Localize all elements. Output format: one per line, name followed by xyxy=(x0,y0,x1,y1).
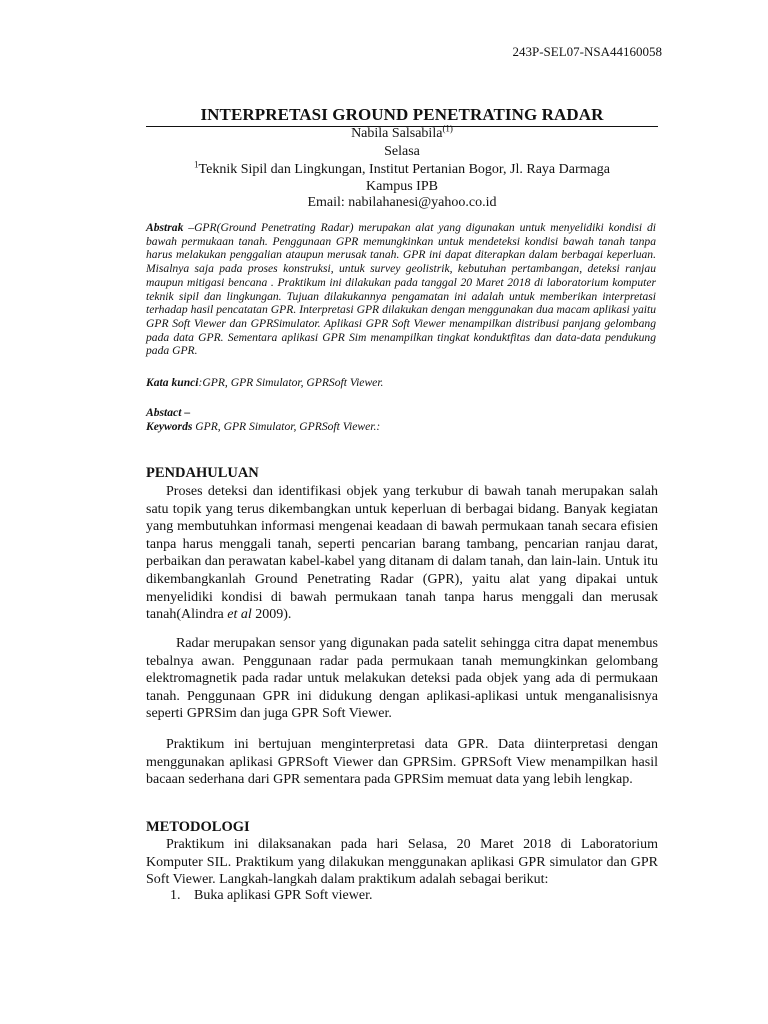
intro-paragraph-1 xyxy=(146,483,658,624)
keywords-label: Keywords xyxy=(146,419,193,433)
paper-title: INTERPRETASI GROUND PENETRATING RADAR xyxy=(146,105,658,127)
section-heading-pendahuluan: PENDAHULUAN xyxy=(146,465,259,481)
intro-p1-text: Proses deteksi dan identifikasi objek yang terkubur di bawah tanah merupakan salah satu topik yang terus dikembangkan untuk keperluan di berbagai bidang. Banyak kegiatan yang membutuhkan informasi mengenai keadaan di bawah permukaan tanah secara efisien tanpa harus menggali tanah, seperti pencarian barang tambang, pencarian ranjau darat, perbaikan dan perawatan kabel-kabel yang ditanam di dalam tanah, dan lain-lain. Untuk itu dikembangkanlah Ground Penetrating Radar (GPR), yaitu alat yang dipakai untuk menyelidiki kondisi di bawah permukaan tanah tanpa harus menggali dan merusak tanah(Alindra xyxy=(146,484,658,623)
author-line xyxy=(146,125,658,143)
author-name: Nabila Salsabila xyxy=(351,126,443,141)
author-affil-mark: (1) xyxy=(442,123,453,134)
method-list-item xyxy=(170,887,373,905)
intro-paragraph-3: Praktikum ini bertujuan menginterpretasi data GPR. Data diinterpretasi dengan menggunakan aplikasi GPRSoft Viewer dan GPRSim. GPRSoft View menampilkan hasil bacaan sederhana dari GPR sementara pada GPRSim memuat data yang lebih lengkap. xyxy=(146,737,658,788)
kata-kunci-text: :GPR, GPR Simulator, GPRSoft Viewer. xyxy=(198,376,384,389)
abstract-text: –GPR(Ground Penetrating Radar) merupakan alat yang digunakan untuk menyelidiki kondisi di bawah permukaan tanah. Penggunaan GPR memungkinkan untuk mendeteksi kondisi bawah tanah tanpa harus melakukan penggalian ataupun merusak tanah. GPR ini dapat diterapkan dalam berbagai keperluan. Misalnya saja pada proses konstruksi, untuk survey geolistrik, kebutuhan pertambangan, deteksi ranjau maupun mitigasi bencana . Praktikum ini dilakukan pada tanggal 20 Maret 2018 di laboratorium komputer teknik sipil dan lingkungan. Tujuan dilakukannya pengamatan ini adalah untuk memberikan interpretasi terhadap hasil pencatatan GPR. Interpretasi GPR dilakukan dengan menggunakan dua macam aplikasi yaitu GPR Soft Viewer dan GPRSimulator. Aplikasi GPR Soft Viewer menampilkan distribusi panjang gelombang pada data GPR. Sementara aplikasi GPR Sim menampilkan tingkat konduktfitas dan data-data pendukung pada GPR. xyxy=(146,221,656,358)
affiliation-text: Teknik Sipil dan Lingkungan, Institut Pertanian Bogor, Jl. Raya Darmaga xyxy=(198,162,610,177)
method-paragraph-1: Praktikum ini dilaksanakan pada hari Selasa, 20 Maret 2018 di Laboratorium Komputer SIL. Praktikum yang dilakukan menggunakan aplikasi GPR simulator dan GPR Soft Viewer. Langkah-langkah dalam praktikum adalah sebagai berikut: xyxy=(146,837,658,888)
keywords-id xyxy=(146,376,656,390)
intro-p1-year: 2009). xyxy=(251,607,292,623)
author-day: Selasa xyxy=(384,144,420,159)
document-id: 243P-SEL07-NSA44160058 xyxy=(512,44,662,59)
affiliation-mark: 1 xyxy=(194,159,199,170)
intro-p1-etal: et al xyxy=(227,607,252,623)
campus-line: Kampus IPB xyxy=(366,179,438,194)
keywords-text: GPR, GPR Simulator, GPRSoft Viewer.: xyxy=(192,419,381,433)
intro-paragraph-2: Radar merupakan sensor yang digunakan pada satelit sehingga citra dapat menembus tebalnya awan. Penggunaan radar pada permukaan tanah memungkinkan gelombang elektromagnetik pada radar untuk melakukan deteksi pada objek yang ada di permukaan tanah. Penggunaan GPR ini didukung dengan aplikasi-aplikasi untuk menganalisisnya seperti GPRSim dan juga GPR Soft Viewer. xyxy=(146,636,658,722)
abstract-en xyxy=(146,406,656,433)
abstact-label: Abstact – xyxy=(146,406,191,419)
list-text: Buka aplikasi GPR Soft viewer. xyxy=(194,888,373,903)
kata-kunci-label: Kata kunci xyxy=(146,376,199,389)
section-heading-metodologi: METODOLOGI xyxy=(146,819,250,835)
email-line: Email: nabilahanesi@yahoo.co.id xyxy=(307,195,497,210)
abstract xyxy=(146,221,656,358)
abstract-label: Abstrak xyxy=(146,221,184,234)
affiliation-line xyxy=(146,161,658,179)
list-number: 1. xyxy=(170,888,181,903)
